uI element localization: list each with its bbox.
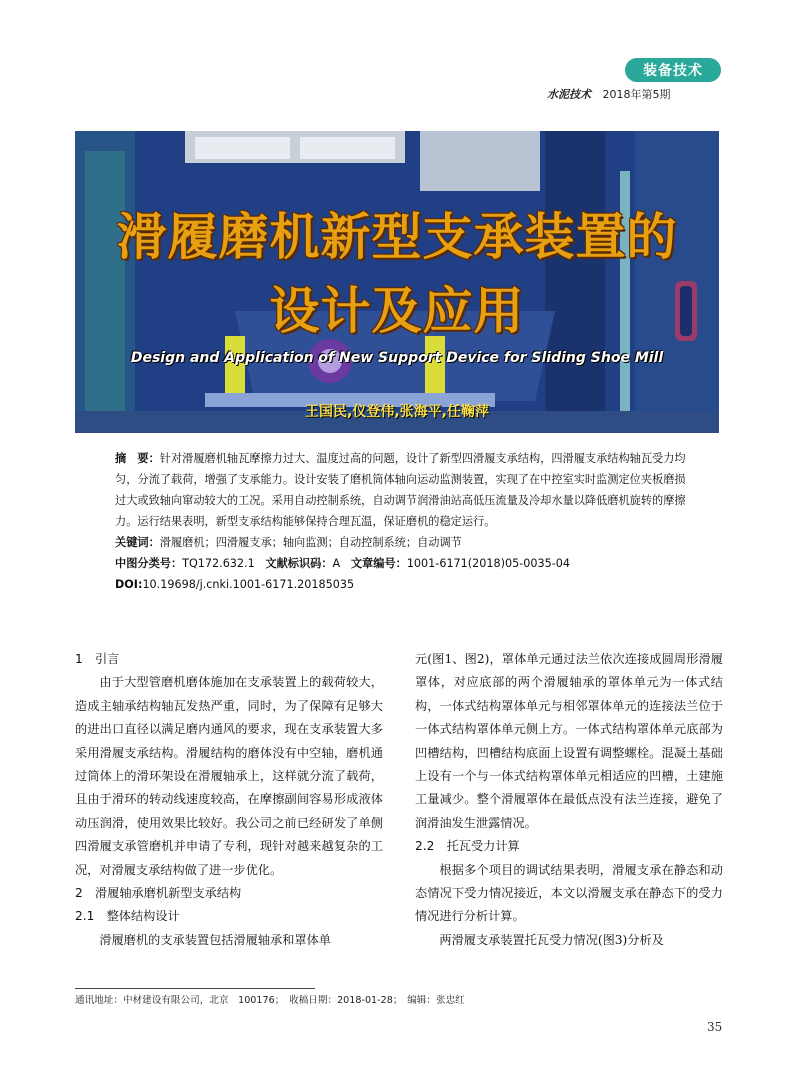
- class-value: TQ172.632.1: [182, 557, 255, 570]
- section-2-2-heading: 2.2 托瓦受力计算: [415, 839, 520, 854]
- abstract-block: [115, 448, 687, 595]
- section-2-heading: 2 滑履轴承磨机新型支承结构: [75, 886, 242, 901]
- article-title-english: Design and Application of New Support Device for Sliding Shoe Mill: [130, 350, 664, 366]
- journal-header: [547, 86, 671, 102]
- journal-name: 水泥技术: [547, 88, 591, 101]
- keywords-text: 滑履磨机；四滑履支承；轴向监测；自动控制系统；自动调节: [159, 536, 462, 549]
- section-1-heading: 1 引言: [75, 652, 120, 666]
- doi-value: 10.19698/j.cnki.1001-6171.20185035: [142, 578, 355, 591]
- body-column-right: [415, 648, 723, 952]
- article-number-value: 1001-6171(2018)05-0035-04: [406, 557, 571, 570]
- section-2-2-paragraph-2: 两滑履支承装置托瓦受力情况(图3)分析及: [439, 932, 664, 947]
- section-2-1-paragraph-continued: 元(图1、图2)，罩体单元通过法兰依次连接成圆周形滑履罩体，对应底部的两个滑履轴承的罩体单元为一体式结构，一体式结构罩体单元与相邻罩体单元的连接法兰位于一体式结构罩体单元侧上方。一体式结构罩体单元底部为凹槽结构，凹槽结构底面上设置有调整螺栓。混凝土基础上设有一个与一体式结构罩体单元相适应的凹槽，土建施工量减少。整个滑履罩体在最低点没有法兰连接，避免了润滑油发生泄露情况。: [415, 652, 723, 830]
- title-banner: [75, 131, 719, 433]
- keywords-label: 关键词：: [115, 536, 160, 549]
- article-authors: 王国民,仪登伟,张海平,任鞠萍: [305, 404, 489, 420]
- page-number: 35: [707, 1020, 723, 1034]
- section-2-1-heading: 2.1 整体结构设计: [75, 909, 180, 924]
- section-badge: 装备技术: [625, 58, 721, 82]
- abstract-label: 摘 要：: [115, 452, 160, 465]
- body-column-left: [75, 648, 383, 952]
- keywords: [115, 532, 687, 553]
- section-1-paragraph: 由于大型管磨机磨体施加在支承装置上的载荷较大，造成主轴承结构轴瓦发热严重，同时，为了保障有足够大的进出口直径以满足磨内通风的要求，现在支承装置大多采用滑履支承结构。滑履结构的磨体没有中空轴，磨机通过筒体上的滑环架设在滑履轴承上，这样就分流了载荷，且由于滑环的转动线速度较高，在摩擦副间容易形成液体动压润滑，使用效果比较好。我公司之前已经研发了单侧四滑履支承管磨机并申请了专利，现针对越来越复杂的工况，对滑履支承结构做了进一步优化。: [75, 675, 383, 877]
- doi-line: [115, 574, 687, 595]
- doi-label: DOI:: [115, 578, 143, 591]
- doc-code-value: A: [332, 557, 341, 570]
- footnote-divider: [75, 988, 315, 989]
- abstract: [115, 448, 687, 532]
- article-number-label: 文章编号：: [350, 557, 407, 570]
- article-title-line1: 滑履磨机新型支承装置的: [116, 208, 678, 266]
- section-2-1-paragraph-start: 滑履磨机的支承装置包括滑履轴承和罩体单: [99, 932, 331, 947]
- class-label: 中图分类号：: [115, 557, 183, 570]
- classification-line: [115, 553, 687, 574]
- article-title-line2: 设计及应用: [269, 282, 525, 340]
- abstract-text: 针对滑履磨机轴瓦摩擦力过大、温度过高的问题，设计了新型四滑履支承结构，四滑履支承结构轴瓦受力均匀，分流了载荷，增强了支承能力。设计安装了磨机筒体轴向运动监测装置，实现了在中控室实时监测定位夹板磨损过大或致轴向窜动较大的工况。采用自动控制系统，自动调节润滑油站高低压流量及冷却水量以降低磨机旋转的摩擦力。运行结果表明，新型支承结构能够保持合理瓦温，保证磨机的稳定运行。: [115, 452, 686, 528]
- journal-issue: 2018年第5期: [602, 88, 671, 101]
- footnote: 通讯地址：中材建设有限公司，北京 100176； 收稿日期：2018-01-28； 编辑：张忠红: [75, 995, 465, 1006]
- doc-code-label: 文献标识码：: [265, 557, 333, 570]
- section-2-2-paragraph-1: 根据多个项目的调试结果表明，滑履支承在静态和动态情况下受力情况接近，本文以滑履支承在静态下的受力情况进行分析计算。: [415, 862, 723, 924]
